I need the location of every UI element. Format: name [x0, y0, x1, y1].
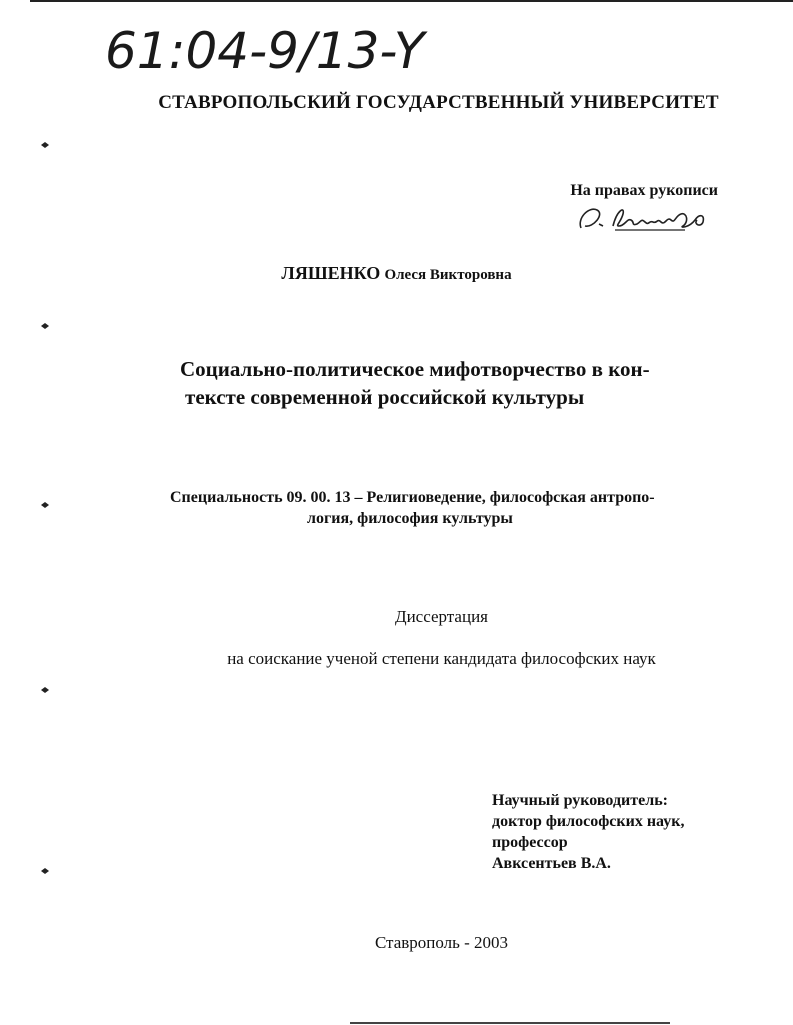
scan-mark: [40, 497, 50, 507]
dissertation-title: [180, 355, 720, 411]
title-line-1: Социально-политическое мифотворчество в кон-: [180, 357, 650, 381]
advisor-degree: доктор философских наук,: [492, 813, 685, 830]
scan-mark: [40, 137, 50, 147]
advisor-rank: профессор: [492, 834, 568, 851]
specialty-line-2: логия, философия культуры: [307, 510, 513, 527]
rights-note: На правах рукописи: [570, 182, 718, 199]
handwritten-archive-code: [100, 10, 460, 80]
university-name: СТАВРОПОЛЬСКИЙ ГОСУДАРСТВЕННЫЙ УНИВЕРСИТЕТ: [158, 92, 719, 113]
author-given-names: Олеся Викторовна: [384, 267, 512, 283]
title-line-2: тексте современной российской культуры: [185, 385, 585, 409]
specialty-line-1: Специальность 09. 00. 13 – Религиоведение, философская антропо-: [170, 489, 655, 506]
advisor-label: Научный руководитель:: [492, 792, 668, 809]
scan-mark: [40, 318, 50, 328]
document-type: Диссертация: [394, 607, 488, 626]
degree-line: на соискание ученой степени кандидата философских наук: [227, 649, 656, 668]
bottom-scan-edge: [350, 1022, 670, 1024]
scan-mark: [40, 863, 50, 873]
city-year: Ставрополь - 2003: [374, 933, 509, 952]
top-scan-edge: [30, 0, 793, 2]
advisor-name: Авксентьев В.А.: [492, 855, 611, 872]
author-surname: ЛЯШЕНКО: [281, 263, 381, 283]
scientific-advisor: [492, 790, 684, 874]
signature: [575, 200, 715, 234]
specialty: [170, 487, 730, 529]
scan-mark: [40, 682, 50, 692]
author-name: [0, 263, 793, 284]
archive-code-text: 61:04-9/13-Y: [105, 22, 425, 80]
